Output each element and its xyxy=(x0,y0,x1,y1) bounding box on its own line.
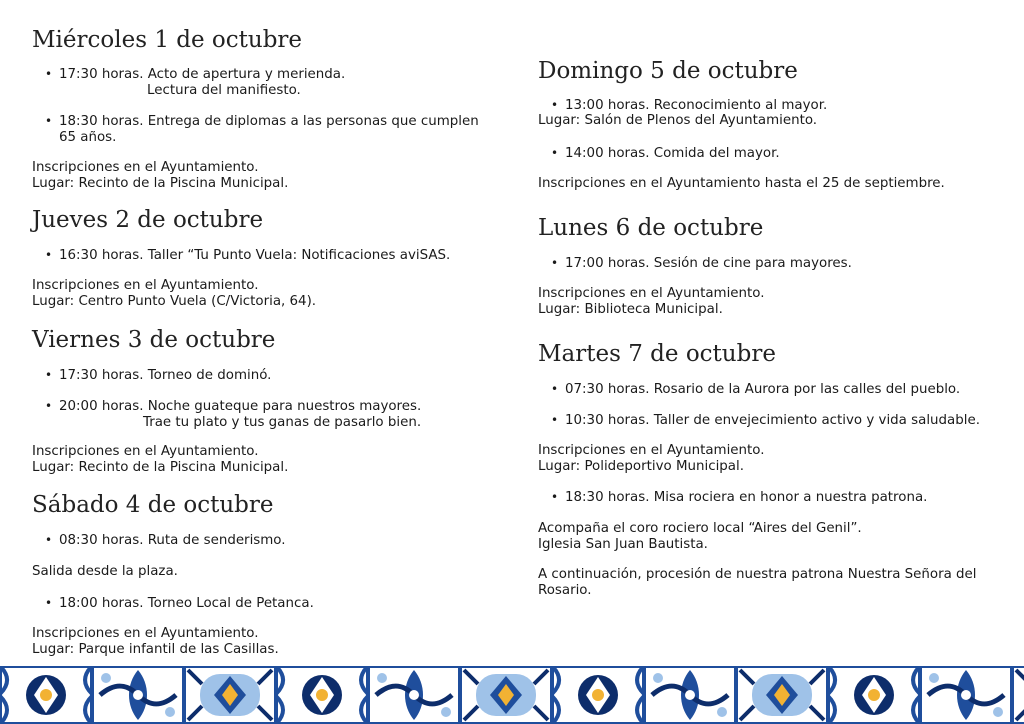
event-note: Inscripciones en el Ayuntamiento. Lugar: Recinto de la Piscina Municipal. xyxy=(32,160,289,191)
event-note: Acompaña el coro rociero local “Aires del Genil”. Iglesia San Juan Bautista. xyxy=(538,521,862,552)
bullet-icon: • xyxy=(45,114,53,128)
bullet-icon: • xyxy=(45,67,53,81)
bullet-icon: • xyxy=(551,146,559,160)
bullet-icon: • xyxy=(551,256,559,270)
tile-pattern-icon xyxy=(92,666,184,724)
event-note: Inscripciones en el Ayuntamiento. Lugar: Centro Punto Vuela (C/Victoria, 64). xyxy=(32,278,317,309)
event-note: Lugar: Salón de Plenos del Ayuntamiento. xyxy=(538,113,818,128)
day-title-lunes: Lunes 6 de octubre xyxy=(538,215,764,241)
day-title-domingo: Domingo 5 de octubre xyxy=(538,58,798,84)
tile-pattern-icon xyxy=(460,666,552,724)
list-item: • 18:30 horas. Misa rociera en honor a nuestra patrona. xyxy=(551,490,928,505)
list-item: • 17:30 horas. Torneo de dominó. xyxy=(45,368,272,383)
event-note: Inscripciones en el Ayuntamiento. Lugar: Biblioteca Municipal. xyxy=(538,286,765,317)
event-note: Salida desde la plaza. xyxy=(32,564,178,579)
tile-pattern-icon xyxy=(552,666,644,724)
tile-pattern-icon xyxy=(184,666,276,724)
list-item: • 08:30 horas. Ruta de senderismo. xyxy=(45,533,286,548)
day-title-jueves: Jueves 2 de octubre xyxy=(32,207,264,233)
list-item: • 17:30 horas. Acto de apertura y merienda. Lectura del manifiesto. xyxy=(45,67,346,98)
bullet-icon: • xyxy=(551,382,559,396)
bullet-icon: • xyxy=(551,413,559,427)
event-note: A continuación, procesión de nuestra patrona Nuestra Señora del Rosario. xyxy=(538,567,977,598)
event-note: Inscripciones en el Ayuntamiento. Lugar: Recinto de la Piscina Municipal. xyxy=(32,444,289,475)
bullet-icon: • xyxy=(45,368,53,382)
day-title-martes: Martes 7 de octubre xyxy=(538,341,776,367)
event-note: Inscripciones en el Ayuntamiento. Lugar: Parque infantil de las Casillas. xyxy=(32,626,279,657)
tile-pattern-icon xyxy=(644,666,736,724)
list-item: • 10:30 horas. Taller de envejecimiento activo y vida saludable. xyxy=(551,413,980,428)
list-item: • 07:30 horas. Rosario de la Aurora por las calles del pueblo. xyxy=(551,382,961,397)
bullet-icon: • xyxy=(551,98,559,112)
event-note: Inscripciones en el Ayuntamiento hasta el 25 de septiembre. xyxy=(538,176,945,191)
day-title-sabado: Sábado 4 de octubre xyxy=(32,492,274,518)
tile-pattern-icon xyxy=(276,666,368,724)
list-item: • 13:00 horas. Reconocimiento al mayor. xyxy=(551,98,828,113)
tile-pattern-icon xyxy=(368,666,460,724)
list-item: • 14:00 horas. Comida del mayor. xyxy=(551,146,780,161)
tile-pattern-icon xyxy=(1012,666,1024,724)
day-title-viernes: Viernes 3 de octubre xyxy=(32,327,276,353)
list-item: • 18:30 horas. Entrega de diplomas a las personas que cumplen 65 años. xyxy=(45,114,479,145)
tile-pattern-icon xyxy=(828,666,920,724)
list-item: • 17:00 horas. Sesión de cine para mayores. xyxy=(551,256,852,271)
bullet-icon: • xyxy=(551,490,559,504)
list-item: • 20:00 horas. Noche guateque para nuestros mayores. Trae tu plato y tus ganas de pasarlo bien. xyxy=(45,399,422,430)
bullet-icon: • xyxy=(45,596,53,610)
tile-pattern-icon xyxy=(736,666,828,724)
list-item: • 16:30 horas. Taller “Tu Punto Vuela: Notificaciones aviSAS. xyxy=(45,248,451,263)
list-item: • 18:00 horas. Torneo Local de Petanca. xyxy=(45,596,314,611)
bullet-icon: • xyxy=(45,248,53,262)
day-title-miercoles: Miércoles 1 de octubre xyxy=(32,27,303,53)
event-note: Inscripciones en el Ayuntamiento. Lugar: Polideportivo Municipal. xyxy=(538,443,765,474)
tile-pattern-icon xyxy=(0,666,92,724)
tile-pattern-icon xyxy=(920,666,1012,724)
bullet-icon: • xyxy=(45,399,53,413)
bullet-icon: • xyxy=(45,533,53,547)
decorative-tile-border xyxy=(0,666,1024,724)
